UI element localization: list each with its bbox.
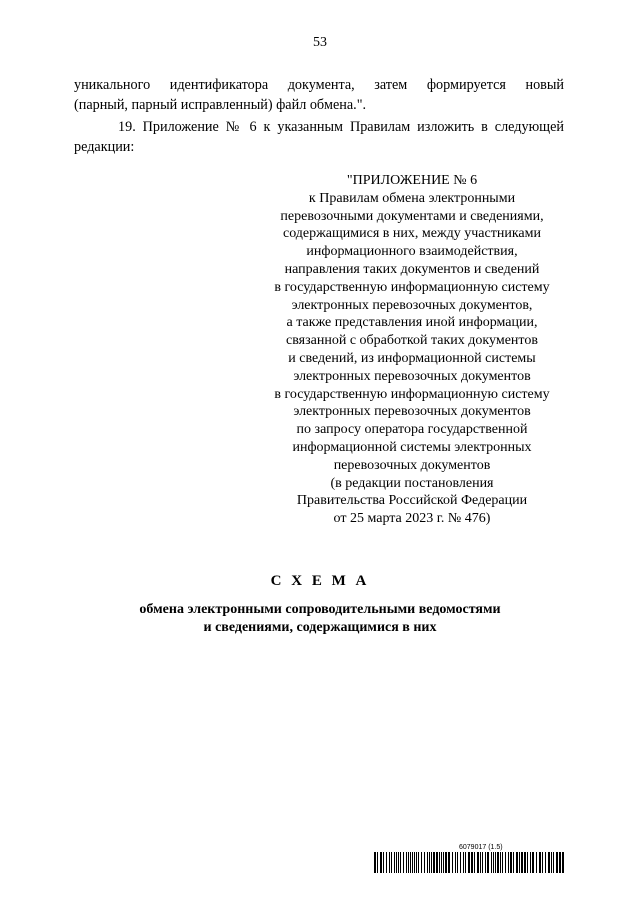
paragraph-line: редакции: (74, 139, 135, 155)
paragraph-item-19 (74, 117, 564, 157)
scheme-subtitle-line: и сведениями, содержащимися в них (203, 620, 437, 635)
appendix-line: Правительства Российской Федерации (296, 493, 528, 509)
page-number: 53 (313, 35, 327, 50)
appendix-header-block (252, 172, 572, 528)
appendix-line: "ПРИЛОЖЕНИЕ № 6 (346, 173, 478, 188)
appendix-line: и сведений, из информационной системы (288, 350, 536, 366)
appendix-line: (в редакции постановления (330, 475, 494, 491)
appendix-line: электронных перевозочных документов, (291, 297, 533, 313)
barcode-bar (564, 852, 566, 873)
appendix-line: а также представления иной информации, (286, 315, 538, 331)
appendix-line: в государственную информационную систему (274, 386, 550, 402)
appendix-line: информационной системы электронных (292, 439, 532, 455)
appendix-line: по запросу оператора государственной (296, 422, 528, 438)
appendix-line: информационного взаимодействия, (306, 244, 518, 260)
appendix-line: содержащимися в них, между участниками (282, 226, 541, 242)
appendix-line: от 25 марта 2023 г. № 476) (333, 511, 491, 527)
appendix-line: перевозочных документов (333, 457, 491, 473)
appendix-line: в государственную информационную систему (274, 279, 550, 295)
paragraph-line: 19. Приложение № 6 к указанным Правилам изложить в следующей (118, 119, 564, 135)
paragraph-line: (парный, парный исправленный) файл обмена.". (74, 97, 367, 113)
scheme-title: С Х Е М А (270, 573, 370, 589)
appendix-line: перевозочными документами и сведениями, (280, 208, 544, 224)
appendix-line: направления таких документов и сведений (284, 261, 540, 277)
paragraph-line: уникального идентификатора документа, затем формируется новый (74, 77, 564, 93)
appendix-line: электронных перевозочных документов (293, 404, 531, 420)
paragraph-continuation (74, 75, 564, 115)
document-code: 6079017 (1.5) (459, 844, 503, 851)
appendix-line: связанной с обработкой таких документов (286, 333, 538, 349)
barcode-image (374, 852, 566, 873)
appendix-line: к Правилам обмена электронными (308, 190, 516, 206)
appendix-line: электронных перевозочных документов (293, 368, 531, 384)
scheme-subtitle-line: обмена электронными сопроводительными ведомостями (139, 602, 501, 617)
scheme-subtitle (0, 601, 640, 637)
